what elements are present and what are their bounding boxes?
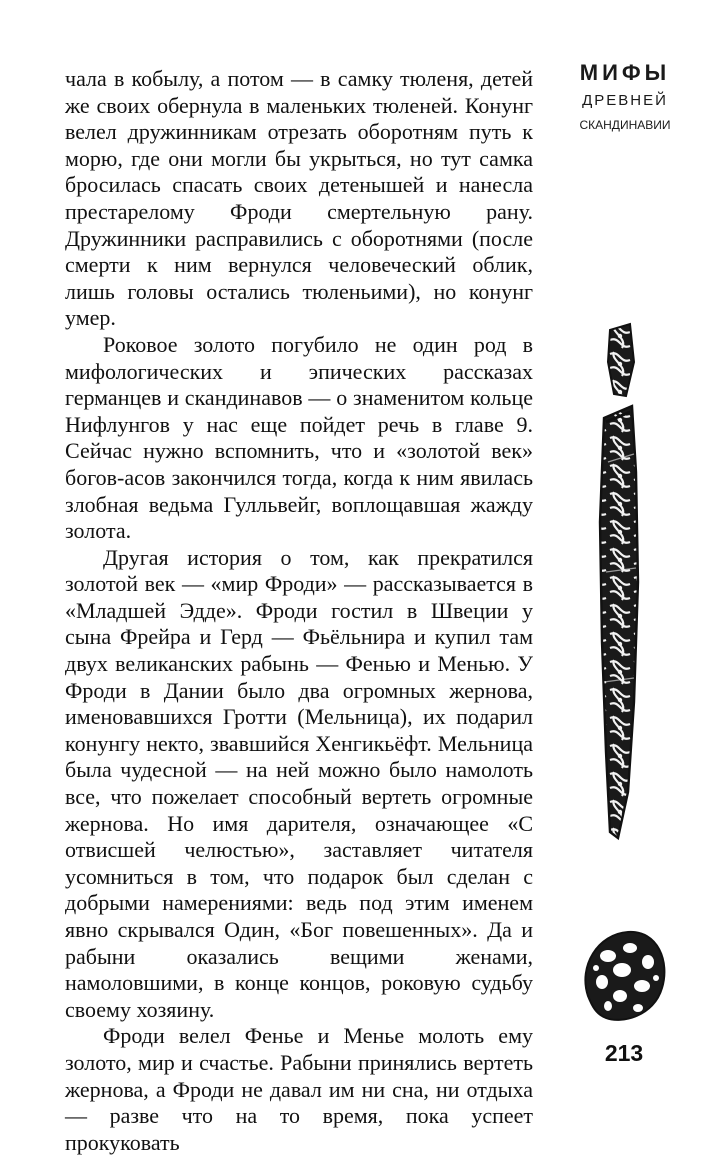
body-text — [65, 66, 533, 1156]
paragraph-3: Другая история о том, как прекратился золотой век — «мир Фроди» — рассказывается в «Младшей Эдде». Фроди гостил в Швеции у сына Фрейра и Герд — Фьёльнира и купил там двух великанских рабынь — Фенью и Менью. У Фроди в Дании было два огромных жернова, именовавшихся Гротти (Мельница), их подарил конунгу некто, звавшийся Хенгикьёфт. Мельница была чудесной — на ней можно было намолоть все, что пожелает способный вертеть огромные жернова. Но имя дарителя, означающее «С отвисшей челюстью», заставляет читателя усомниться в том, что подарок был сделан с добрыми намерениями: ведь под этим именем явно скрывался Один, «Бог повешенных». Да и рабыни оказались вещими женами, намоловшими, в конце концов, роковую судьбу своему хозяину. — [65, 544, 533, 1022]
header-subtitle: ДРЕВНЕЙ — [582, 92, 668, 109]
running-header — [570, 58, 680, 136]
header-title: МИФЫ — [579, 60, 671, 85]
page-number: 213 — [604, 1040, 644, 1066]
paragraph-4: Фроди велел Фенье и Менье молоть ему золото, мир и счастье. Рабыни принялись вертеть жернова, а Фроди не давал им ни сна, ни отдыха — разве что на то время, пока успеет прокуковать — [65, 1023, 533, 1155]
paragraph-1: чала в кобылу, а потом — в самку тюленя, детей же своих обернула в маленьких тюленей. Конунг велел дружинникам отрезать оборотням путь к морю, где они могли бы укрыться, но тут самка бросилась спасать своих детенышей и нанесла престарелому Фроди смертельную рану. Дружинники расправились с оборотнями (после смерти к ним вернулся человеческий облик, лишь головы остались тюленьими), но конунг умер. — [65, 66, 533, 331]
header-subtitle-2: СКАНДИНАВИИ — [579, 118, 671, 132]
paragraph-2: Роковое золото погубило не один род в мифологических и эпических рассказах германцев и скандинавов — о знаменитом кольце Нифлунгов у нас еще пойдет речь в главе 9. Сейчас нужно вспомнить, что и «золотой век» богов-асов закончился тогда, когда к ним явилась злобная ведьма Гулльвейг, воплощавшая жажду золота. — [65, 331, 533, 544]
shell-ornament — [578, 926, 670, 1026]
carved-plank-ornament — [584, 322, 656, 842]
